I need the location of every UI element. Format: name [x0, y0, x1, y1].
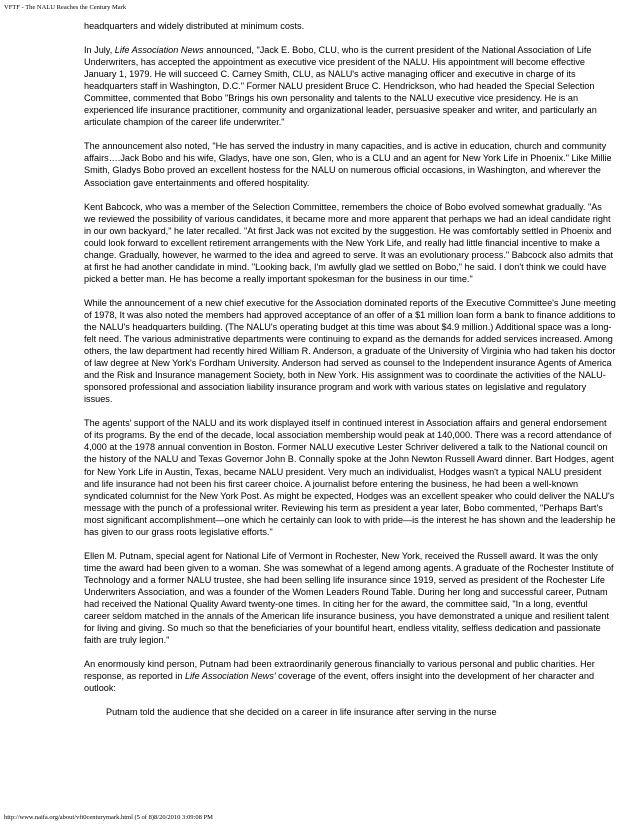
article-body: [84, 20, 616, 730]
publication-name: Life Association News': [184, 671, 276, 682]
paragraph-text: An enormously kind person, Putnam had been extraordinarily generous financially to various personal and public charities. Her response, as reported in: [84, 659, 595, 682]
paragraph-agents-support: The agents' support of the NALU and its work displayed itself in continued interest in Association affairs and general endorsement of its programs. By the end of the decade, local association membership would peak at 140,000. There was a record attendance of 4,000 at the 1978 annual convention in Boston. Former NALU executive Lester Schriver delivered a talk to the National council on the history of the NALU and Texas Governor John B. Connally spoke at the John Newton Russell Award dinner. Bart Hodges, agent for New York Life in Austin, Texas, became NALU president. Very much an individualist, Hodges wasn't a typical NALU president and life insurance had not been his first career choice. A journalist before entering the business, he had been a well-known syndicated columnist for the New York Post. As might be expected, Hodges was an excellent speaker who could deliver the NALU's message with the punch of a professional writer. Reviewing his term as president a year later, Bobo commented, "Perhaps Bart's most significant accomplishment—one which he certainly can look to with pride—is the interest he has shown and the leadership he has given to our grass roots legislative efforts.": [84, 418, 616, 537]
browser-print-header: VFTF - The NALU Reaches the Century Mark: [4, 4, 127, 11]
paragraph-text: announced, "Jack E. Bobo, CLU, who is the current president of the National Association of Life Underwriters, has accepted the appointment as executive vice president of the NALU. His appointment will become effective January 1, 1979. He will succeed C. Carney Smith, CLU, as NALU's active managing officer and executive in charge of its headquarters staff in Washington, D.C." Former NALU president Bruce C. Hendrickson, who had headed the Special Selection Committee, commented that Bobo "Brings his own personality and talents to the NALU executive vice presidency. He is an experienced life insurance practitioner, community and organizational leader, persuasive speaker and writer, and particularly an articulate champion of the career life underwriter.": [84, 45, 597, 128]
paragraph-putnam-response: [84, 658, 616, 694]
block-quote-start: Putnam told the audience that she decided on a career in life insurance after serving in the nurse: [106, 707, 497, 718]
paragraph-text: In July,: [84, 45, 115, 56]
paragraph-announcement: The announcement also noted, "He has served the industry in many capacities, and is active in education, church and community affairs….Jack Bobo and his wife, Gladys, have one son, Glen, who is a CLU and an agent for New York Life in Phoenix." Like Millie Smith, Gladys Bobo proved an excellent hostess for the NALU on numerous official occasions, in Washington, and wherever the Association gave entertainments and offered hospitality.: [84, 141, 612, 188]
paragraph-headquarters-loan: While the announcement of a new chief executive for the Association dominated reports of the Executive Committee's June meeting of 1978, It was also noted the members had approved acceptance of an offer of a $1 million loan form a bank to finance additions to the NALU's headquarters building. (The NALU's operating budget at this time was about $4.9 million.) Additional space was a long-felt need. The various administrative departments were continuing to expand as the demands for added services increased. Among others, the law department had recently hired William R. Anderson, a graduate of the University of Virginia who had taken his doctor of law degree at New York's Fordham University. Anderson had served as counsel to the Independent insurance Agents of America and the Risk and Insurance management Society, both in New York. His assignment was to coordinate the activities of the NALU-sponsored professional and association liability insurance program and work with various states on legislative and regulatory issues.: [84, 297, 616, 405]
browser-print-footer: http://www.naifa.org/about/vft0centurymark.html (5 of 8)8/20/2010 3:09:08 PM: [4, 814, 213, 821]
publication-name: Life Association News: [114, 45, 204, 56]
paragraph-text: coverage of the event, offers insight into the development of her character and outlook:: [84, 671, 595, 694]
paragraph-bobo-appointment: [84, 44, 616, 128]
paragraph-putnam-award: Ellen M. Putnam, special agent for National Life of Vermont in Rochester, New York, received the Russell award. It was the only time the award had been given to a woman. She was somewhat of a legend among agents. A graduate of the Rochester Institute of Technology and a former NALU trustee, she had been selling life insurance since 1919, served as president of the Rochester Life Underwriters Association, and was a founder of the Women Leaders Round Table. During her long and successful career, Putnam had received the National Quality Award twenty-one times. In citing her for the award, the committee said, "In a long, eventful career seldom matched in the annals of the American life insurance business, you have demonstrated a unique and resilient talent for living and giving. So much so that the beneficiaries of your bountiful heart, endless vitality, selfless dedication and passionate faith are truly legion.": [84, 550, 614, 646]
paragraph-continuation: headquarters and widely distributed at minimum costs.: [84, 21, 305, 31]
paragraph-babcock: Kent Babcock, who was a member of the Selection Committee, remembers the choice of Bobo evolved somewhat gradually. "As we reviewed the possibility of various candidates, it became more and more apparent that perhaps we had an ideal candidate right in our own backyard," he later recalled. "At first Jack was not excited by the suggestion. He was comfortably settled in Phoenix and could look forward to excellent retirement arrangements with the New York Life, and really had little financial incentive to make a change. Gradually, however, he warmed to the idea and agreed to serve. It was an evolutionary process." Babcock also admits that at first he had another candidate in mind. "Looking back, I'm awfully glad we settled on Bobo," he said. I don't think we could have picked a better man. He has become a really important spokesman for the business in our time.": [84, 201, 614, 284]
